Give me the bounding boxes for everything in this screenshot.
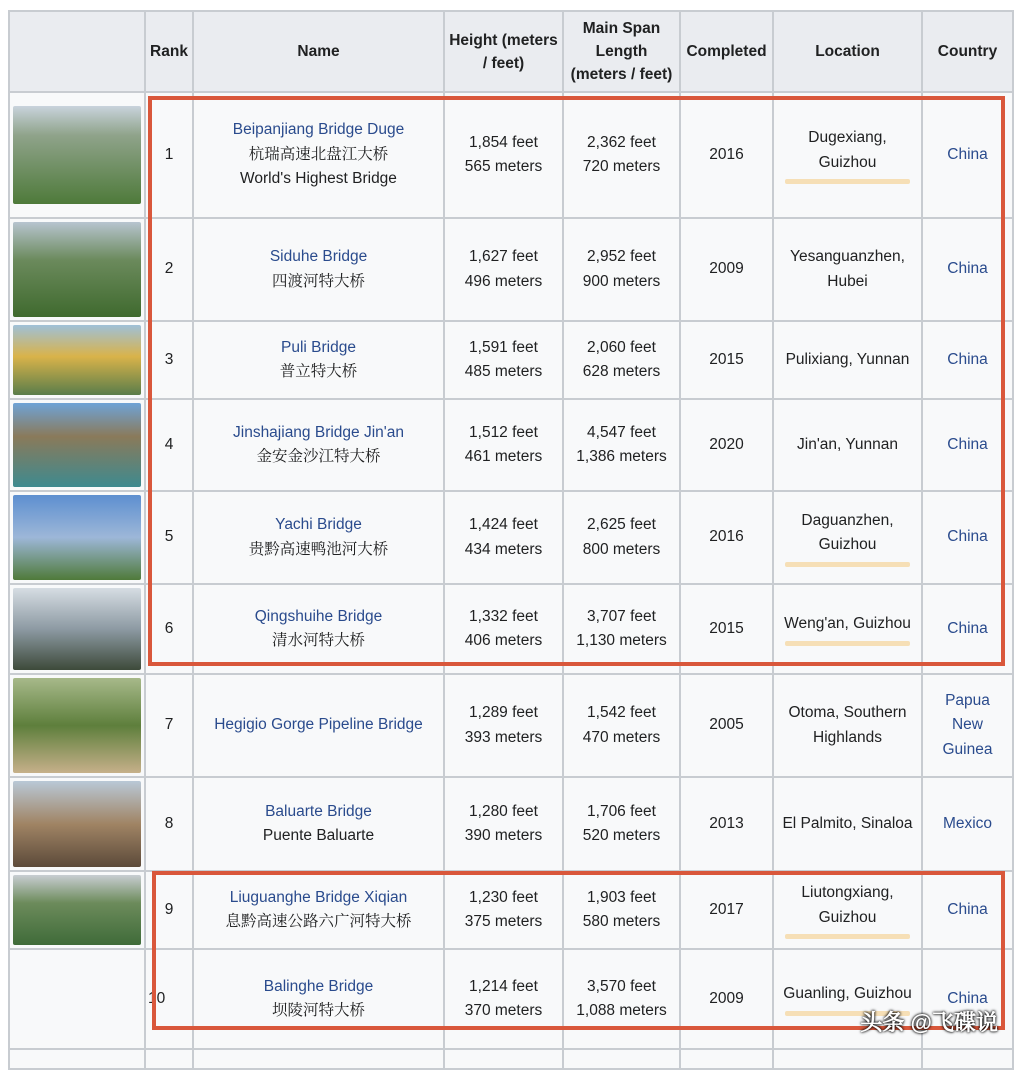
- bridge-local-name: 金安金沙江特大桥: [256, 448, 381, 465]
- image-cell: [9, 949, 145, 1049]
- table-row: [9, 491, 1013, 584]
- bridge-photo[interactable]: [13, 781, 141, 867]
- image-cell: [922, 1049, 1013, 1069]
- country-cell: [922, 321, 1013, 399]
- country-cell: [922, 584, 1013, 674]
- location-cell: [773, 674, 922, 777]
- image-cell: [9, 399, 145, 491]
- span-cell: [563, 871, 680, 949]
- location-cell: [773, 871, 922, 949]
- location-text: Dugexiang, Guizhou: [808, 129, 887, 171]
- country-link[interactable]: China: [947, 260, 988, 278]
- span-feet: 3,707 feet: [587, 607, 656, 625]
- location-text: Pulixiang, Yunnan: [785, 350, 910, 368]
- completed-cell: 2015: [680, 321, 773, 399]
- rank-cell: 6: [145, 584, 193, 674]
- country-cell: [922, 871, 1013, 949]
- country-header[interactable]: Country: [922, 11, 1013, 92]
- height-cell: [444, 321, 563, 399]
- bridge-photo[interactable]: [13, 403, 141, 487]
- rank-cell: 5: [145, 491, 193, 584]
- span-cell: [563, 321, 680, 399]
- table-row: [9, 674, 1013, 777]
- name-cell: [193, 321, 444, 399]
- height-cell: [444, 949, 563, 1049]
- height-feet: 1,332 feet: [469, 607, 538, 625]
- name-cell: [193, 777, 444, 871]
- name-cell: [193, 949, 444, 1049]
- height-cell: [444, 777, 563, 871]
- location-text: Daguanzhen, Guizhou: [801, 511, 894, 553]
- completed-cell: 2016: [680, 491, 773, 584]
- rank-cell: 7: [145, 674, 193, 777]
- table-row: [9, 321, 1013, 399]
- image-header: [9, 11, 145, 92]
- location-cell: [773, 399, 922, 491]
- name-cell: [193, 584, 444, 674]
- location-highlight: [785, 641, 910, 646]
- rank-cell: 8: [145, 777, 193, 871]
- location-cell: [773, 218, 922, 321]
- height-meters: 461 meters: [464, 448, 543, 465]
- location-text: Yesanguanzhen, Hubei: [790, 248, 905, 290]
- image-cell: [9, 491, 145, 584]
- bridge-name-link[interactable]: Jinshajiang Bridge Jin'an: [233, 423, 404, 441]
- country-cell: [922, 777, 1013, 871]
- country-cell: [922, 92, 1013, 218]
- location-cell: [773, 92, 922, 218]
- bridge-name-link[interactable]: Beipanjiang Bridge Duge: [232, 121, 405, 139]
- completed-header[interactable]: Completed: [680, 11, 773, 92]
- bridge-name-link[interactable]: Qingshuihe Bridge: [254, 607, 383, 625]
- bridge-name-link[interactable]: Siduhe Bridge: [269, 248, 368, 265]
- rank-cell: 10: [145, 949, 193, 1049]
- name-cell: [193, 218, 444, 321]
- country-cell: [922, 491, 1013, 584]
- height-feet: 1,280 feet: [469, 802, 538, 820]
- completed-cell: 2005: [680, 674, 773, 777]
- height-feet: 1,627 feet: [469, 248, 538, 265]
- country-cell: [922, 674, 1013, 777]
- rank-cell: 1: [145, 92, 193, 218]
- rank-cell: 2: [145, 218, 193, 321]
- height-cell: [444, 399, 563, 491]
- watermark: 头条 @飞碟说: [860, 1010, 998, 1035]
- bridge-note: World's Highest Bridge: [240, 170, 397, 188]
- location-header[interactable]: Location: [773, 11, 922, 92]
- bridge-name-link[interactable]: Hegigio Gorge Pipeline Bridge: [214, 716, 423, 734]
- height-cell: [444, 218, 563, 321]
- span-feet: 1,706 feet: [587, 802, 656, 820]
- bridge-photo[interactable]: [13, 106, 141, 204]
- height-meters: 393 meters: [464, 728, 543, 746]
- height-cell: [444, 491, 563, 584]
- location-text: Liutongxiang, Guizhou: [801, 884, 894, 926]
- location-highlight: [785, 562, 910, 567]
- country-link[interactable]: China: [947, 900, 988, 918]
- height-feet: 1,214 feet: [469, 977, 538, 995]
- bridge-local-name: 普立特大桥: [279, 363, 358, 380]
- completed-cell: 2016: [680, 92, 773, 218]
- name-cell: [193, 871, 444, 949]
- span-meters: 1,130 meters: [576, 632, 667, 649]
- table-row: [9, 399, 1013, 491]
- height-meters: 496 meters: [464, 272, 543, 290]
- height-feet: 1,424 feet: [469, 516, 538, 533]
- bridge-name-link[interactable]: Puli Bridge: [281, 338, 356, 356]
- name-header[interactable]: Name: [193, 11, 444, 92]
- span-cell: [563, 584, 680, 674]
- location-highlight: [785, 179, 910, 184]
- country-link[interactable]: China: [947, 989, 988, 1007]
- height-feet: 1,591 feet: [469, 338, 538, 356]
- table-row: [9, 1049, 1013, 1069]
- country-link[interactable]: Papua New Guinea: [942, 691, 993, 758]
- bridge-local-name: 杭瑞高速北盘江大桥: [248, 145, 389, 163]
- span-meters: 628 meters: [582, 363, 661, 380]
- span-header[interactable]: Main Span Length (meters / feet): [563, 11, 680, 92]
- span-feet: 3,570 feet: [587, 977, 656, 995]
- location-cell: [773, 491, 922, 584]
- height-meters: 370 meters: [464, 1002, 543, 1019]
- bridge-name-link[interactable]: Balinghe Bridge: [263, 977, 374, 995]
- span-meters: 520 meters: [582, 827, 661, 844]
- location-text: Otoma, Southern Highlands: [788, 704, 907, 746]
- header-row: [9, 11, 1013, 92]
- span-cell: [563, 491, 680, 584]
- height-meters: 406 meters: [464, 632, 543, 649]
- image-cell: [9, 777, 145, 871]
- height-cell: [444, 92, 563, 218]
- table-row: [9, 218, 1013, 321]
- location-text: Weng'an, Guizhou: [784, 615, 911, 633]
- table-row: [9, 92, 1013, 218]
- span-feet: 4,547 feet: [587, 423, 656, 441]
- height-feet: 1,289 feet: [469, 704, 538, 721]
- span-cell: [563, 674, 680, 777]
- rank-cell: 3: [145, 321, 193, 399]
- image-cell: [9, 584, 145, 674]
- span-meters: 580 meters: [582, 913, 661, 930]
- span-meters: 900 meters: [582, 272, 661, 290]
- bridge-local-name: 贵黔高速鸭池河大桥: [248, 540, 389, 558]
- bridge-photo[interactable]: [13, 222, 141, 317]
- country-link[interactable]: China: [947, 435, 988, 453]
- image-cell: [9, 674, 145, 777]
- image-cell: [563, 1049, 680, 1069]
- country-cell: [922, 218, 1013, 321]
- name-cell: [193, 92, 444, 218]
- height-feet: 1,512 feet: [469, 423, 538, 441]
- location-cell: [773, 777, 922, 871]
- bridge-photo[interactable]: [13, 875, 141, 945]
- bridge-local-name: 四渡河特大桥: [271, 272, 365, 290]
- span-meters: 470 meters: [582, 728, 661, 746]
- name-cell: [193, 399, 444, 491]
- country-link[interactable]: China: [947, 528, 988, 546]
- location-text: Guanling, Guizhou: [783, 985, 912, 1003]
- completed-cell: 2013: [680, 777, 773, 871]
- span-feet: 1,903 feet: [587, 888, 656, 906]
- bridge-photo[interactable]: [13, 678, 141, 773]
- span-meters: 800 meters: [582, 540, 661, 558]
- location-cell: [773, 584, 922, 674]
- height-meters: 390 meters: [464, 827, 543, 844]
- bridge-local-name: 清水河特大桥: [271, 632, 365, 649]
- completed-cell: 2009: [680, 949, 773, 1049]
- rank-cell: 4: [145, 399, 193, 491]
- span-feet: 2,952 feet: [587, 248, 656, 265]
- bridge-name-link[interactable]: Yachi Bridge: [275, 516, 362, 533]
- table-row: [9, 584, 1013, 674]
- country-cell: [922, 399, 1013, 491]
- height-cell: [444, 584, 563, 674]
- image-cell: [193, 1049, 444, 1069]
- span-cell: [563, 949, 680, 1049]
- span-cell: [563, 399, 680, 491]
- location-highlight: [785, 934, 910, 939]
- image-cell: [9, 92, 145, 218]
- image-cell: [9, 218, 145, 321]
- height-cell: [444, 871, 563, 949]
- span-feet: 2,362 feet: [587, 133, 656, 151]
- completed-cell: 2015: [680, 584, 773, 674]
- location-cell: [773, 321, 922, 399]
- span-cell: [563, 92, 680, 218]
- bridge-local-name: 坝陵河特大桥: [271, 1002, 365, 1019]
- bridges-table: [8, 10, 1014, 1070]
- bridge-local-name: Puente Baluarte: [262, 827, 375, 844]
- bridge-local-name: 息黔高速公路六广河特大桥: [225, 913, 412, 930]
- span-feet: 2,625 feet: [587, 516, 656, 533]
- image-cell: [9, 871, 145, 949]
- height-meters: 485 meters: [464, 363, 543, 380]
- country-link[interactable]: China: [947, 350, 988, 368]
- bridge-name-link[interactable]: Baluarte Bridge: [265, 802, 372, 820]
- image-cell: [773, 1049, 922, 1069]
- name-cell: [193, 674, 444, 777]
- rank-header[interactable]: Rank: [145, 11, 193, 92]
- height-meters: 565 meters: [464, 158, 543, 175]
- bridge-photo[interactable]: [13, 495, 141, 580]
- image-cell: [145, 1049, 193, 1069]
- image-cell: [9, 1049, 145, 1069]
- country-link[interactable]: China: [947, 619, 988, 637]
- completed-cell: 2020: [680, 399, 773, 491]
- span-feet: 2,060 feet: [587, 338, 656, 356]
- country-link[interactable]: Mexico: [942, 814, 993, 832]
- image-cell: [444, 1049, 563, 1069]
- table-row: [9, 777, 1013, 871]
- country-link[interactable]: China: [947, 145, 988, 163]
- height-meters: 434 meters: [464, 540, 543, 558]
- image-cell: [9, 321, 145, 399]
- span-meters: 1,386 meters: [576, 448, 667, 465]
- height-meters: 375 meters: [464, 913, 543, 930]
- bridge-photo[interactable]: [13, 588, 141, 670]
- table-row: [9, 871, 1013, 949]
- span-meters: 720 meters: [582, 158, 661, 175]
- span-cell: [563, 218, 680, 321]
- completed-cell: 2017: [680, 871, 773, 949]
- height-header[interactable]: Height (meters / feet): [444, 11, 563, 92]
- image-cell: [680, 1049, 773, 1069]
- bridge-name-link[interactable]: Liuguanghe Bridge Xiqian: [229, 888, 408, 906]
- span-feet: 1,542 feet: [587, 704, 656, 721]
- bridge-photo[interactable]: [13, 325, 141, 395]
- location-text: El Palmito, Sinaloa: [782, 814, 913, 832]
- span-meters: 1,088 meters: [576, 1002, 667, 1019]
- height-feet: 1,854 feet: [469, 133, 538, 151]
- name-cell: [193, 491, 444, 584]
- rank-cell: 9: [145, 871, 193, 949]
- height-feet: 1,230 feet: [469, 888, 538, 906]
- completed-cell: 2009: [680, 218, 773, 321]
- span-cell: [563, 777, 680, 871]
- height-cell: [444, 674, 563, 777]
- location-text: Jin'an, Yunnan: [797, 435, 898, 453]
